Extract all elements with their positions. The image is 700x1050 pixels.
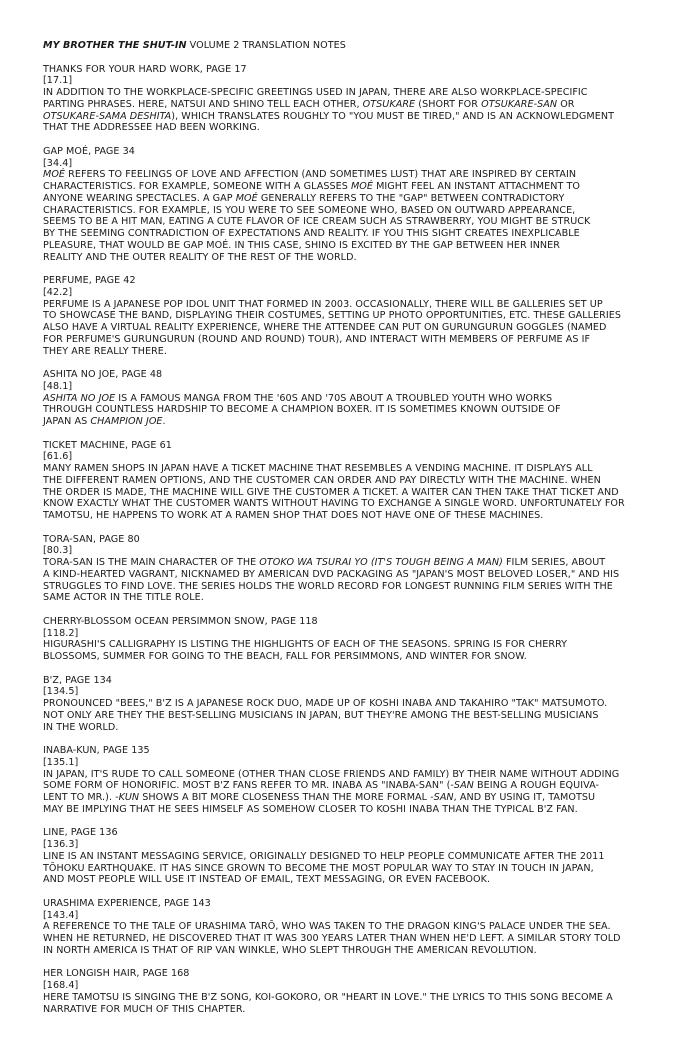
note-body: [43, 87, 673, 134]
text-segment: HERE TAMOTSU IS SINGING THE B'Z SONG, KOI-GOKORO, OR "HEART IN LOVE." THE LYRICS TO THIS SONG BECOME A: [43, 991, 613, 1003]
note-heading: CHERRY-BLOSSOM OCEAN PERSIMMON SNOW, PAGE 118: [43, 615, 318, 627]
text-segment: PRONOUNCED "BEES," B'Z IS A JAPANESE ROCK DUO, MADE UP OF KOSHI INABA AND TAKAHIRO "TAK" MATSUMOTO.: [43, 698, 608, 709]
note-reference: [61.6]: [43, 451, 73, 463]
note-body: [43, 639, 673, 663]
note-body: [43, 769, 673, 816]
text-segment: TAMOTSU, HE HAPPENS TO WORK AT A RAMEN SHOP THAT DOES NOT HAVE ONE OF THESE MACHINES.: [43, 510, 544, 521]
note-body-line: [43, 416, 673, 428]
italic-term: ASHITA NO JOE: [43, 392, 116, 404]
note-body-line: [43, 992, 673, 1004]
note-body: [43, 169, 673, 263]
text-segment: SEEMS TO BE A HIT MAN, EATING A CUTE FLAVOR OF ICE CREAM SUCH AS STRAWBERRY, YOU MIGHT BE STRUCK: [43, 216, 591, 228]
text-segment: ANYONE WEARING SPECTACLES. A GAP: [43, 192, 236, 204]
text-segment: CHARACTERISTICS. FOR EXAMPLE, IS YOU WERE TO SEE SOMEONE WHO, BASED ON OUTWARD APPEARANCE,: [43, 204, 576, 216]
note-body-line: [43, 404, 673, 416]
note-body-line: [43, 698, 673, 710]
note-body-line: [43, 557, 673, 569]
series-title: MY BROTHER THE SHUT-IN: [43, 40, 187, 51]
note-body-line: [43, 87, 673, 99]
text-segment: FOR PERFUME'S GURUNGURUN (ROUND AND ROUND) TOUR), AND INTERACT WITH MEMBERS OF PERFUME AS IF: [43, 333, 591, 345]
italic-term: OTSUKARE-SAMA DESHITA: [43, 110, 172, 122]
text-segment: CHARACTERISTICS. FOR EXAMPLE, SOMEONE WITH A GLASSES: [43, 181, 351, 192]
note-body-line: [43, 99, 673, 111]
note-body-line: [43, 1004, 673, 1016]
note-body-line: [43, 310, 673, 322]
note-body-line: [43, 252, 673, 264]
note-body-line: [43, 569, 673, 581]
note-body-line: [43, 639, 673, 651]
italic-term: CHAMPION JOE: [90, 416, 163, 427]
italic-term: -SAN: [430, 792, 454, 803]
text-segment: THE DIFFERENT RAMEN OPTIONS, AND THE CUSTOMER CAN ORDER AND PAY DIRECTLY WITH THE MACHINE. WHEN: [43, 474, 601, 486]
note-body-line: [43, 181, 673, 193]
text-segment: MIGHT FEEL AN INSTANT ATTACHMENT TO: [373, 181, 580, 192]
note-body-line: [43, 322, 673, 334]
note-body-line: [43, 722, 673, 734]
note-heading: TORA-SAN, PAGE 80: [43, 533, 140, 545]
note-reference: [42.2]: [43, 286, 73, 298]
note-body-line: [43, 498, 673, 510]
note-body-line: [43, 463, 673, 475]
note-body-line: [43, 945, 673, 957]
note-body-line: [43, 863, 673, 875]
text-segment: REFERS TO FEELINGS OF LOVE AND AFFECTION (AND SOMETIMES LUST) THAT ARE INSPIRED BY CERTAIN: [65, 169, 577, 181]
text-segment: KNOW EXACTLY WHAT THE CUSTOMER WANTS WITHOUT HAVING TO EXCHANGE A SINGLE WORD. UNFORTUNATELY FOR: [43, 498, 625, 510]
text-segment: A REFERENCE TO THE TALE OF URASHIMA TARŌ, WHO WAS TAKEN TO THE DRAGON KING'S PALACE UNDER THE SEA.: [43, 921, 611, 933]
note-heading: ASHITA NO JOE, PAGE 48: [43, 369, 163, 380]
note-heading: URASHIMA EXPERIENCE, PAGE 143: [43, 897, 211, 909]
note-body: [43, 698, 673, 733]
text-segment: IN JAPAN, IT'S RUDE TO CALL SOMEONE (OTHER THAN CLOSE FRIENDS AND FAMILY) BY THEIR NAME WITHOUT ADDING: [43, 768, 620, 780]
text-segment: BY THE SEEMING CONTRADICTION OF EXPECTATIONS AND REALITY. IF YOU THIS SIGHT CREATES INEXPLICABLE: [43, 228, 580, 239]
translation-note: [43, 745, 673, 816]
note-body-line: [43, 346, 673, 358]
text-segment: TO SHOWCASE THE BAND, DISPLAYING THEIR COSTUMES, SETTING UP PHOTO OPPORTUNITIES, ETC. THESE GALLERIES: [43, 310, 621, 322]
text-segment: .: [162, 416, 166, 427]
text-segment: STRUGGLES TO FIND LOVE. THE SERIES HOLDS THE WORLD RECORD FOR LONGEST RUNNING FILM SERIES WITH THE: [43, 580, 613, 592]
translation-note: [43, 827, 673, 886]
text-segment: REALITY AND THE OUTER REALITY OF THE REST OF THE WORLD.: [43, 251, 357, 263]
text-segment: TŌHOKU EARTHQUAKE. IT HAS SINCE GROWN TO BECOME THE MOST POPULAR WAY TO STAY IN TOUCH IN JAPAN,: [43, 862, 594, 874]
text-segment: BLOSSOMS, SUMMER FOR GOING TO THE BEACH, FALL FOR PERSIMMONS, AND WINTER FOR SNOW.: [43, 651, 527, 662]
text-segment: GENERALLY REFERS TO THE "GAP" BETWEEN CONTRADICTORY: [257, 192, 565, 204]
text-segment: BEING A ROUGH EQUIVA-: [473, 780, 599, 792]
note-body-line: [43, 510, 673, 522]
note-body-line: [43, 651, 673, 663]
note-body-line: [43, 804, 673, 816]
italic-term: MOÉ: [43, 169, 66, 181]
note-body-line: [43, 874, 673, 886]
text-segment: THE ORDER IS MADE, THE MACHINE WILL GIVE THE CUSTOMER A TICKET. A WAITER CAN THEN TAKE THAT TICKET AND: [43, 486, 619, 498]
note-heading: INABA-KUN, PAGE 135: [43, 745, 150, 756]
note-reference: [118.2]: [43, 627, 79, 639]
note-body-line: [43, 240, 673, 252]
italic-term: OTOKO WA TSURAI YO (IT'S TOUGH BEING A MAN): [259, 557, 503, 568]
text-segment: , AND BY USING IT, TAMOTSU: [453, 792, 596, 803]
note-body-line: [43, 487, 673, 499]
text-segment: THEY ARE REALLY THERE.: [43, 345, 168, 357]
text-segment: ), WHICH TRANSLATES ROUGHLY TO "YOU MUST BE TIRED," AND IS AN ACKNOWLEDGMENT: [171, 110, 614, 122]
translation-note: [43, 898, 673, 957]
note-reference: [136.3]: [43, 839, 79, 850]
note-body-line: [43, 710, 673, 722]
text-segment: PARTING PHRASES. HERE, NATSUI AND SHINO TELL EACH OTHER,: [43, 98, 363, 110]
text-segment: A KIND-HEARTED VAGRANT, NICKNAMED BY AMERICAN DVD PACKAGING AS "JAPAN'S MOST BELOVED LOSER," AND HIS: [43, 568, 620, 580]
italic-term: OTSUKARE: [362, 98, 416, 110]
note-reference: [134.5]: [43, 686, 79, 698]
notes-list: [43, 64, 673, 1016]
text-segment: FILM SERIES, ABOUT: [502, 557, 606, 568]
text-segment: OR: [557, 98, 575, 110]
note-body: [43, 557, 673, 604]
translation-note: [43, 369, 673, 428]
text-segment: HIGURASHI'S CALLIGRAPHY IS LISTING THE HIGHLIGHTS OF EACH OF THE SEASONS. SPRING IS FOR CHERRY: [43, 639, 568, 651]
note-reference: [168.4]: [43, 980, 79, 991]
note-heading: HER LONGISH HAIR, PAGE 168: [43, 968, 190, 980]
text-segment: THROUGH COUNTLESS HARDSHIP TO BECOME A CHAMPION BOXER. IT IS SOMETIMES KNOWN OUTSIDE OF: [43, 404, 561, 416]
title-suffix: VOLUME 2 TRANSLATION NOTES: [186, 40, 346, 51]
translation-note: [43, 275, 673, 357]
italic-term: MOÉ: [235, 192, 258, 204]
note-heading: THANKS FOR YOUR HARD WORK, PAGE 17: [43, 63, 247, 75]
note-heading: B'Z, PAGE 134: [43, 674, 112, 686]
note-body: [43, 299, 673, 358]
note-body-line: [43, 933, 673, 945]
note-body-line: [43, 780, 673, 792]
note-body-line: [43, 393, 673, 405]
text-segment: IN NORTH AMERICA IS THAT OF RIP VAN WINKLE, WHO SLEPT THROUGH THE AMERICAN REVOLUTION.: [43, 944, 537, 956]
translation-note: [43, 968, 673, 1015]
note-body-line: [43, 205, 673, 217]
text-segment: THAT THE ADDRESSEE HAD BEEN WORKING.: [43, 122, 260, 134]
italic-term: OTSUKARE-SAN: [481, 98, 558, 110]
translation-note: [43, 675, 673, 734]
translation-notes-page: [43, 40, 673, 1027]
note-body-line: [43, 169, 673, 181]
text-segment: AND MOST PEOPLE WILL USE IT INSTEAD OF EMAIL, TEXT MESSAGING, OR EVEN FACEBOOK.: [43, 874, 491, 886]
note-heading: TICKET MACHINE, PAGE 61: [43, 439, 172, 451]
note-body-line: [43, 299, 673, 311]
text-segment: JAPAN AS: [43, 416, 91, 427]
note-body-line: [43, 921, 673, 933]
text-segment: SHOWS A BIT MORE CLOSENESS THAN THE MORE FORMAL: [139, 792, 431, 803]
note-body-line: [43, 475, 673, 487]
note-reference: [17.1]: [43, 75, 73, 87]
note-body-line: [43, 193, 673, 205]
text-segment: SAME ACTOR IN THE TITLE ROLE.: [43, 592, 204, 604]
note-heading: LINE, PAGE 136: [43, 827, 118, 839]
note-body: [43, 851, 673, 886]
text-segment: TORA-SAN IS THE MAIN CHARACTER OF THE: [43, 557, 260, 568]
text-segment: MANY RAMEN SHOPS IN JAPAN HAVE A TICKET MACHINE THAT RESEMBLES A VENDING MACHINE. IT DISPLAYS ALL: [43, 463, 593, 474]
italic-term: -KUN: [115, 792, 140, 803]
text-segment: WHEN HE RETURNED, HE DISCOVERED THAT IT WAS 300 YEARS LATER THAN WHEN HE'D LEFT. A SIMILAR STORY TOLD: [43, 933, 621, 944]
note-body-line: [43, 228, 673, 240]
text-segment: NARRATIVE FOR MUCH OF THIS CHAPTER.: [43, 1003, 246, 1015]
translation-note: [43, 64, 673, 135]
italic-term: MOÉ: [350, 181, 373, 192]
note-body: [43, 463, 673, 522]
note-body-line: [43, 111, 673, 123]
translation-note: [43, 534, 673, 605]
text-segment: (SHORT FOR: [415, 98, 482, 110]
note-heading: PERFUME, PAGE 42: [43, 275, 136, 286]
text-segment: LINE IS AN INSTANT MESSAGING SERVICE, ORIGINALLY DESIGNED TO HELP PEOPLE COMMUNICATE AFTER THE 2011: [43, 850, 605, 862]
text-segment: PLEASURE, THAT WOULD BE GAP MOÉ. IN THIS CASE, SHINO IS EXCITED BY THE GAP BETWEEN HER INNER: [43, 239, 560, 251]
translation-note: [43, 146, 673, 264]
note-body: [43, 921, 673, 956]
note-body-line: [43, 769, 673, 781]
note-heading: GAP MOÉ, PAGE 34: [43, 145, 135, 157]
note-body-line: [43, 851, 673, 863]
document-title: [43, 40, 673, 52]
note-reference: [135.1]: [43, 756, 79, 768]
text-segment: ALSO HAVE A VIRTUAL REALITY EXPERIENCE, WHERE THE ATTENDEE CAN PUT ON GURUNGURUN GOGGLES (NAMED: [43, 322, 607, 333]
note-body-line: [43, 792, 673, 804]
note-reference: [34.4]: [43, 157, 73, 169]
note-body-line: [43, 216, 673, 228]
note-body-line: [43, 122, 673, 134]
text-segment: NOT ONLY ARE THEY THE BEST-SELLING MUSICIANS IN JAPAN, BUT THEY'RE AMONG THE BEST-SELLING MUSICIANS: [43, 709, 599, 721]
note-body: [43, 393, 673, 428]
note-body: [43, 992, 673, 1016]
italic-term: -SAN: [450, 780, 474, 792]
text-segment: SOME FORM OF HONORIFIC. MOST B'Z FANS REFER TO MR. INABA AS "INABA-SAN" (: [43, 780, 451, 792]
text-segment: LENT TO MR.).: [43, 792, 116, 803]
note-reference: [80.3]: [43, 545, 73, 557]
note-body-line: [43, 581, 673, 593]
translation-note: [43, 440, 673, 522]
text-segment: IN ADDITION TO THE WORKPLACE-SPECIFIC GREETINGS USED IN JAPAN, THERE ARE ALSO WORKPLACE-SPECIFIC: [43, 87, 588, 98]
text-segment: IN THE WORLD.: [43, 721, 119, 733]
text-segment: IS A FAMOUS MANGA FROM THE '60S AND '70S ABOUT A TROUBLED YOUTH WHO WORKS: [115, 392, 553, 404]
note-body-line: [43, 334, 673, 346]
text-segment: MAY BE IMPLYING THAT HE SEES HIMSELF AS SOMEHOW CLOSER TO KOSHI INABA THAN THE TYPICAL B'Z FAN.: [43, 803, 578, 815]
note-reference: [48.1]: [43, 380, 73, 392]
note-reference: [143.4]: [43, 909, 79, 921]
translation-note: [43, 616, 673, 663]
note-body-line: [43, 592, 673, 604]
text-segment: PERFUME IS A JAPANESE POP IDOL UNIT THAT FORMED IN 2003. OCCASIONALLY, THERE WILL BE GALLERIES SET UP: [43, 298, 603, 310]
